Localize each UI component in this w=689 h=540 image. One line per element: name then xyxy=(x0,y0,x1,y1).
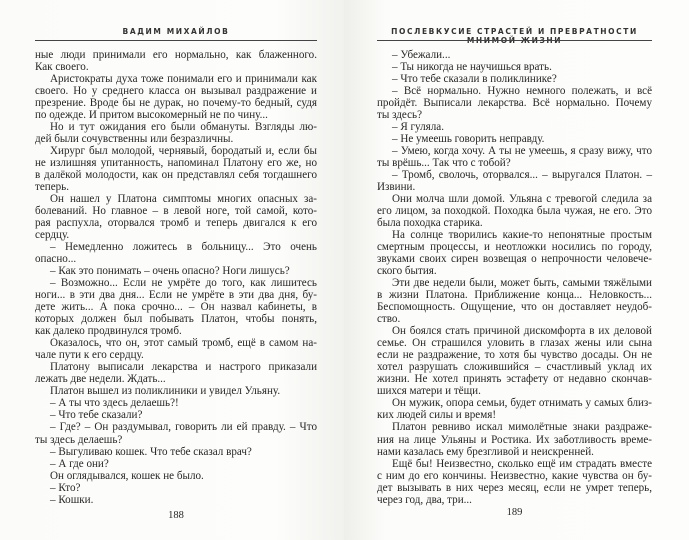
text-line: ные люди принимали его нормально, как блаженного. xyxy=(35,49,317,61)
text-line: – Возможно... Если не умрёте до того, как лишитесь xyxy=(50,277,317,290)
text-line: – Выгуливаю кошек. Что тебе сказал врач? xyxy=(50,445,252,458)
left-page xyxy=(0,0,344,540)
text-line: ты здесь? xyxy=(377,109,423,122)
text-line: как далеко продвинулся тромб. xyxy=(35,325,182,338)
text-line: была походка старика. xyxy=(377,217,483,230)
text-line: семье. Он страшился уловить в глазах жены или сына xyxy=(377,337,652,350)
text-line: дей были сочувственны или безразличны. xyxy=(35,133,234,146)
text-line: ты здесь делаешь? xyxy=(35,433,123,446)
text-line: Платон вышел из поликлиники и увидел Ульяну. xyxy=(50,385,281,398)
text-line: Ещё бы! Неизвестно, сколько ещё им страдать вместе xyxy=(392,457,652,470)
text-line: – Где? – Он раздумывал, говорить ли ей правду. – Что xyxy=(50,421,317,434)
text-line: звуками своих сирен возвещая о непрочности человече- xyxy=(377,253,652,266)
text-line: болеваний. Но главное – в левой ноге, той самой, кото- xyxy=(35,205,317,218)
text-line: Платон ревниво искал мимолётные знаки раздраже- xyxy=(392,421,652,434)
text-line: дет вызывать в них через месяц, если не умрет теперь, xyxy=(377,481,652,494)
text-line: которых должен был побывать Платон, чтобы понять, xyxy=(35,313,317,326)
text-line: – Не умеешь говорить неправду. xyxy=(392,133,545,146)
text-line: в далёкой молодости, как он представлял себя тогдашнего xyxy=(35,169,317,182)
running-head: ПОСЛЕВКУСИЕ СТРАСТЕЙ И ПРЕВРАТНОСТИ МНИМОЙ ЖИЗНИ xyxy=(391,27,638,45)
text-line: ты врёшь... Так что с тобой? xyxy=(377,157,511,170)
text-line: Платону выписали лекарства и настрого приказали xyxy=(50,361,317,374)
text-line: Он мужик, опора семьи, будет отнимать у самых близ- xyxy=(392,397,652,410)
text-line: пройдёт. Выписали лекарства. Всё нормально. Почему xyxy=(377,97,652,110)
text-line: Он оглядывался, кошек не было. xyxy=(50,469,204,482)
text-line: – Всё нормально. Нужно немного полежать, и всё xyxy=(392,85,652,98)
text-line: с ним до его кончины. Неизвестно, какие чувства он бу- xyxy=(377,469,652,482)
text-line: ких людей силы и время! xyxy=(377,409,497,422)
text-line: – Я гуляла. xyxy=(392,121,444,134)
text-line: – А где они? xyxy=(50,457,109,470)
right-page xyxy=(344,0,689,540)
page-number: 188 xyxy=(168,510,184,521)
text-line: – Что тебе сказали в поликлинике? xyxy=(392,73,557,86)
text-line: ского бытия. xyxy=(377,265,437,278)
text-line: Но и тут ожидания его были обмануты. Взгляды лю- xyxy=(50,121,317,134)
text-line: рая распухла, оторвался тромб и теперь двигался к его xyxy=(35,217,317,230)
text-line: Они молча шли домой. Ульяна с тревогой следила за xyxy=(392,193,652,206)
text-line: дете жить... А пока срочно... – Он назвал кабинеты, в xyxy=(35,301,317,314)
text-line: – Кошки. xyxy=(50,493,94,506)
text-line: Оказалось, что он, этот самый тромб, ещё в самом на- xyxy=(50,337,317,350)
text-line: лежать две недели. Ждать... xyxy=(35,373,166,386)
text-line: своего. Но у среднего класса он вызывал раздражение и xyxy=(35,85,317,98)
text-line: Как своего. xyxy=(35,61,89,74)
text-line: – Умею, когда хочу. А ты не умеешь, я сразу вижу, что xyxy=(392,145,652,158)
text-line: по одежде. И притом высокомерный не по чину... xyxy=(35,109,268,122)
text-line: через год, два, три... xyxy=(377,493,472,506)
page-number: 189 xyxy=(506,507,523,518)
text-line: презрение. Вроде бы не дурак, но почему-то бедный, судя xyxy=(35,97,317,110)
text-line: – Как это понимать – очень опасно? Ноги лишусь? xyxy=(50,265,290,278)
text-line: опасно... xyxy=(35,253,77,266)
text-line: Он боялся стать причиной дискомфорта в их деловой xyxy=(392,325,652,338)
text-line: – Тромб, сволочь, оторвался... – выругался Платон. – xyxy=(392,169,652,182)
header-rule xyxy=(377,40,652,41)
page-body xyxy=(377,49,652,506)
text-line: – Что тебе сказали? xyxy=(50,409,143,422)
text-line: жизни. Не хотел принять эстафету от недавно скончав- xyxy=(377,373,652,386)
text-line: Хирург был молодой, чернявый, бородатый и, если бы xyxy=(50,145,317,158)
text-line: не излишняя упитанность, напоминал Платону его же, но xyxy=(35,157,317,170)
running-head: ВАДИМ МИХАЙЛОВ xyxy=(122,27,230,36)
header-rule xyxy=(35,40,317,41)
text-line: – Убежали... xyxy=(392,49,451,61)
text-line: шихся матери и тёщи. xyxy=(377,385,481,398)
text-line: – Кто? xyxy=(50,481,81,494)
page-body xyxy=(35,49,317,506)
text-line: Аристократы духа тоже понимали его и принимали как xyxy=(50,73,317,86)
text-line: – Ты никогда не научишься врать. xyxy=(392,61,552,74)
text-line: в жизни Платона. Приближение конца... Неловкость... xyxy=(377,289,652,302)
text-line: На солнце творились какие-то непонятные простым xyxy=(392,229,652,242)
text-line: ноги... в эти два дня... Если не умрёте в эти два дня, бу- xyxy=(35,289,317,302)
text-line: сердцу. xyxy=(35,229,70,242)
text-line: если не раздражение, то хотя бы чувство досады. Он не xyxy=(377,349,652,362)
text-line: ство. xyxy=(377,313,401,326)
text-line: хотел разрушать сложившийся – счастливый уклад их xyxy=(377,361,652,374)
text-line: нами казалась ему брезгливой и неискренней. xyxy=(377,445,594,458)
text-line: – Немедленно ложитесь в больницу... Это очень xyxy=(50,241,317,254)
text-line: его лицом, за походкой. Походка была чужая, не его. Это xyxy=(377,205,652,218)
text-line: Он нашел у Платона симптомы многих опасных за- xyxy=(50,193,317,206)
text-line: ния на лице Ульяны и Ростика. Их заботливость време- xyxy=(377,433,652,446)
text-line: Беспомощность. Ощущение, что он доставляет неудоб- xyxy=(377,301,652,314)
text-line: Эти две недели были, может быть, самыми тяжёлыми xyxy=(392,277,652,290)
text-line: – А ты что здесь делаешь?! xyxy=(50,397,179,410)
text-line: Извини. xyxy=(377,181,416,194)
text-line: теперь. xyxy=(35,181,70,194)
text-line: чале пути к его сердцу. xyxy=(35,349,144,362)
text-line: смертным процессы, и неотложки носились по городу, xyxy=(377,241,652,254)
